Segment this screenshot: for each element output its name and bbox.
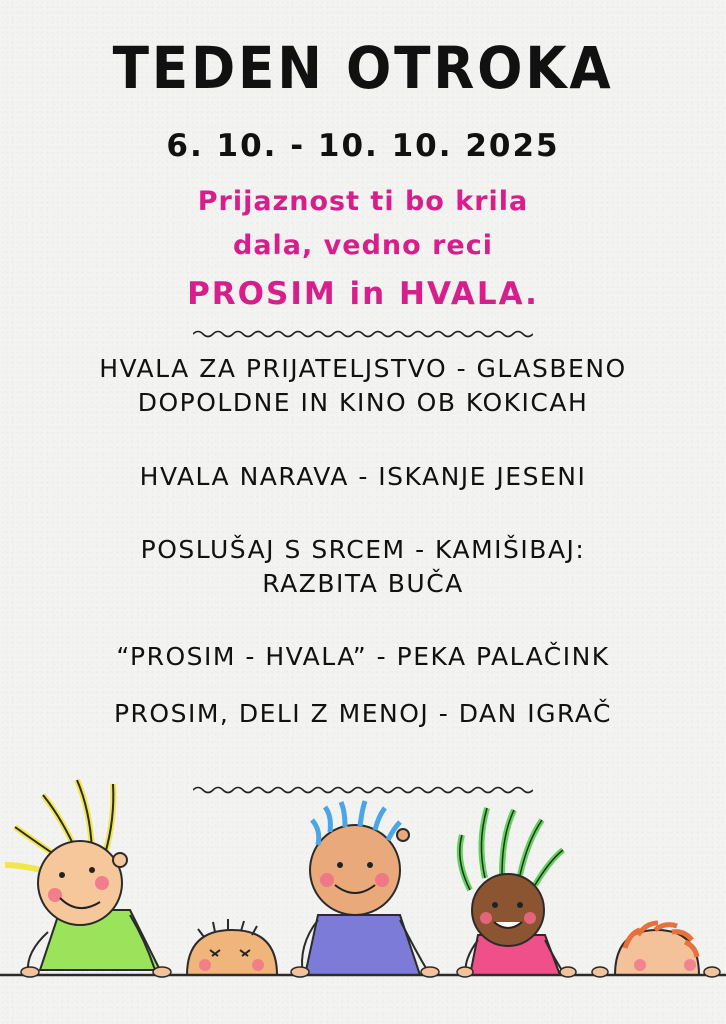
kid-blue-hair [302, 801, 430, 975]
activity-3-line-2: RAZBITA BUČA [262, 569, 464, 598]
wavy-divider-top [193, 328, 533, 340]
activity-1-line-1: HVALA ZA PRIJATELJSTVO - GLASBENO [99, 354, 627, 383]
motto-line-2: dala, vedno reci [233, 230, 493, 261]
motto-line-1: Prijaznost ti bo krila [197, 186, 529, 217]
motto-line-3: PROSIM in HVALA. [187, 276, 539, 312]
activity-5-line-1: PROSIM, DELI Z MENOJ - DAN IGRAČ [113, 699, 612, 728]
activity-4-line-1: “PROSIM - HVALA” - PEKA PALAČINK [116, 642, 610, 671]
kid-yellow-hair [5, 780, 160, 972]
kid-orange-hair [615, 923, 699, 975]
activity-2-line-1: HVALA NARAVA - ISKANJE JESENI [139, 462, 587, 491]
event-dates: 6. 10. - 10. 10. 2025 [166, 128, 560, 164]
kid-peeking [187, 919, 277, 975]
activity-5 [30, 697, 696, 731]
activity-3 [30, 533, 696, 601]
activity-4 [30, 640, 696, 674]
activity-3-line-1: POSLUŠAJ S SRCEM - KAMIŠIBAJ: [140, 535, 586, 564]
poster-title: TEDEN OTROKA [112, 34, 614, 102]
activity-1 [30, 352, 696, 420]
kids-illustration [0, 770, 726, 1024]
kid-green-hair [460, 808, 565, 975]
activity-2 [30, 460, 696, 494]
activity-1-line-2: DOPOLDNE IN KINO OB KOKICAH [137, 388, 589, 417]
